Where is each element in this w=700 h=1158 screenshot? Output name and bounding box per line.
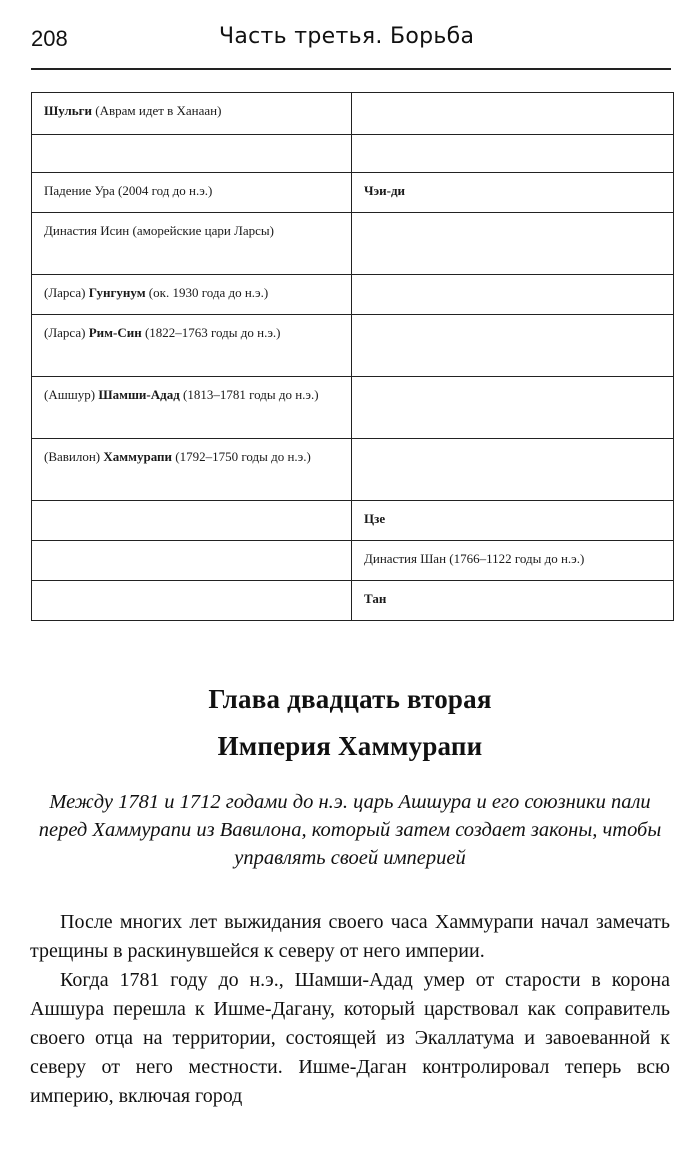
ruler-name: Гунгунум: [88, 285, 146, 300]
cell-text: Падение Ура (2004 год до н.э.): [44, 183, 213, 198]
ruler-name: Цзе: [364, 511, 386, 526]
east-cell: [352, 315, 674, 377]
header-rule: [31, 68, 671, 70]
table-row: [32, 501, 674, 541]
table-row: [32, 275, 674, 315]
ruler-name: Шамши-Адад: [98, 387, 180, 402]
cell-text: (1792–1750 годы до н.э.): [172, 449, 311, 464]
table-row: [32, 377, 674, 439]
table-row: [32, 315, 674, 377]
page-number: 208: [31, 26, 68, 51]
east-cell: [352, 541, 674, 581]
ruler-name: Чэи-ди: [364, 183, 406, 198]
cell-text: (Вавилон): [44, 449, 104, 464]
chapter-title: Империя Хаммурапи: [217, 731, 483, 761]
running-head: Часть третья. Борьба: [219, 24, 475, 49]
cell-text: (ок. 1930 года до н.э.): [145, 285, 269, 300]
east-cell: [352, 377, 674, 439]
table-row: [32, 93, 674, 135]
ruler-name: Тан: [364, 591, 387, 606]
cell-text: (Ларса): [44, 325, 89, 340]
east-cell: [352, 581, 674, 621]
east-cell: [352, 135, 674, 173]
cell-text: (1822–1763 годы до н.э.): [141, 325, 281, 340]
cell-text: (Аврам идет в Ханаан): [92, 103, 222, 118]
west-cell: [32, 93, 352, 135]
ruler-name: Шульги: [44, 103, 93, 118]
table-row: [32, 439, 674, 501]
chapter-number: Глава двадцать вторая: [208, 684, 492, 714]
table-row: [32, 135, 674, 173]
west-cell: [32, 501, 352, 541]
cell-text: Династия Исин (аморейские цари Ларсы): [44, 223, 274, 238]
table-row: [32, 213, 674, 275]
east-cell: [352, 439, 674, 501]
east-cell: [352, 213, 674, 275]
cell-text: (Ларса): [44, 285, 89, 300]
page-header: [31, 22, 671, 62]
west-cell: [32, 581, 352, 621]
west-cell: [32, 213, 352, 275]
body-paragraph: После многих лет выжидания своего часа Хаммурапи начал замечать трещины в раскинувшейся к северу от него империи.: [30, 911, 670, 962]
cell-text: (1813–1781 годы до н.э.): [179, 387, 319, 402]
west-cell: [32, 275, 352, 315]
table-row: [32, 581, 674, 621]
cell-text: Династия Шан (1766–1122 годы до н.э.): [364, 551, 585, 566]
body-paragraph: Когда 1781 году до н.э., Шамши-Адад умер от старости в корона Ашшура перешла к Ишме-Дагану, который царствовал как соправитель своего отца на территории, состоящей из Экаллатума и завоеванной к северу от него местности. Ишме-Даган контролировал теперь всю империю, включая город: [30, 969, 670, 1107]
table-row: [32, 541, 674, 581]
chronology-table: [31, 92, 674, 621]
east-cell: [352, 501, 674, 541]
west-cell: [32, 377, 352, 439]
west-cell: [32, 173, 352, 213]
west-cell: [32, 135, 352, 173]
cell-text: (Ашшур): [44, 387, 99, 402]
ruler-name: Рим-Син: [88, 325, 142, 340]
east-cell: [352, 93, 674, 135]
east-cell: [352, 173, 674, 213]
west-cell: [32, 315, 352, 377]
east-cell: [352, 275, 674, 315]
ruler-name: Хаммурапи: [103, 449, 173, 464]
table-row: [32, 173, 674, 213]
west-cell: [32, 541, 352, 581]
west-cell: [32, 439, 352, 501]
chapter-summary: Между 1781 и 1712 годами до н.э. царь Ашшура и его союзники пали перед Хаммурапи из Вавилона, который затем создает законы, чтобы управлять своей империей: [38, 791, 662, 869]
